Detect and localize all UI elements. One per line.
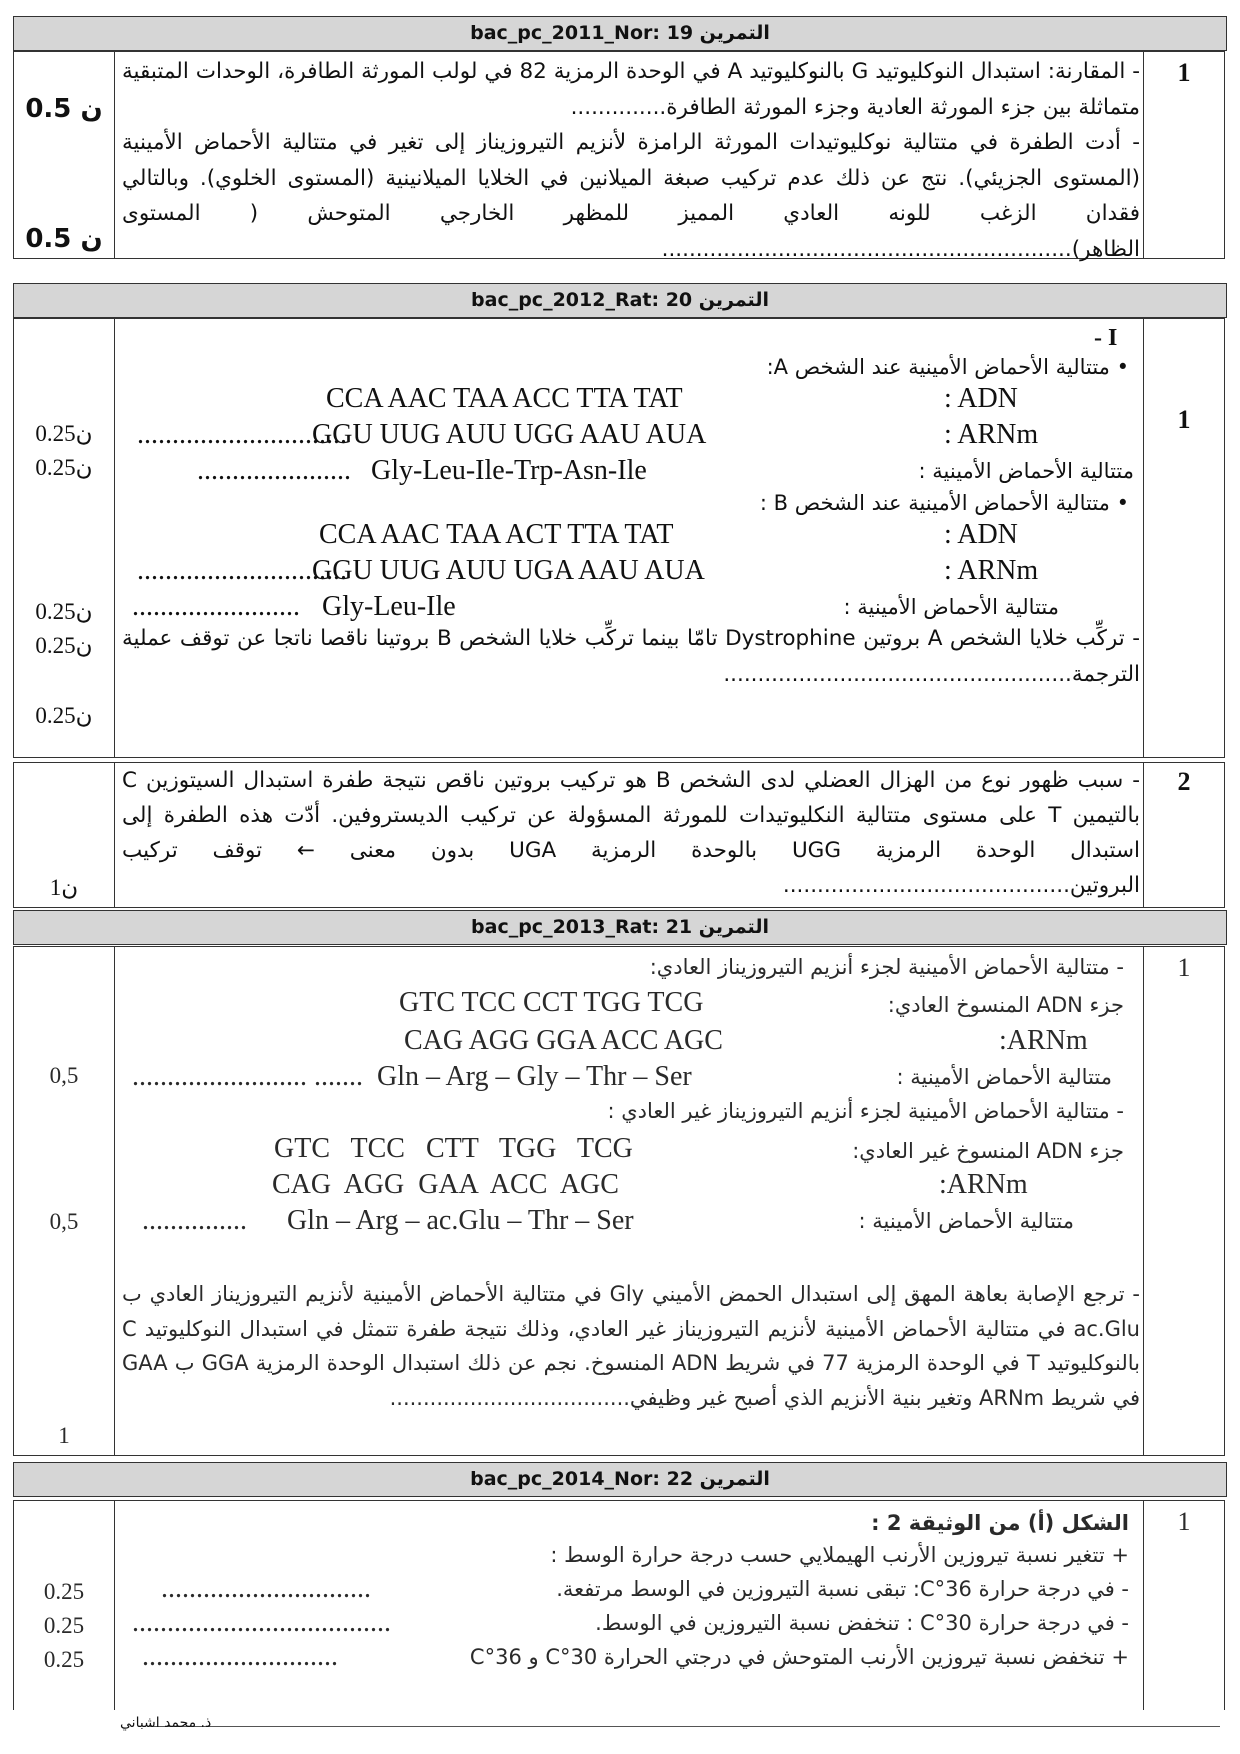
score: 1 <box>58 1423 70 1448</box>
line: - في درجة حرارة 36°C: تبقى نسبة التيروزين في الوسط مرتفعة. <box>556 1577 1129 1601</box>
line: + تنخفض نسبة تيروزين الأرنب المتوحش في درجتي الحرارة 30°C و 36°C <box>469 1645 1129 1669</box>
amino-acid-label: متتالية الأحماض الأمينية : <box>858 1209 1074 1233</box>
exercise-block-21 <box>13 946 1225 1456</box>
adn-label: : ADN <box>944 519 1018 550</box>
amino-acid-sequence-a: Gly-Leu-Ile-Trp-Asn-Ile <box>371 455 647 486</box>
dots: ......................... ....... <box>132 1061 363 1092</box>
normal-title: - متتالية الأحماض الأمينية لجزء أنزيم التيروزيناز العادي: <box>649 955 1124 979</box>
dots: ..................................... <box>132 1607 391 1638</box>
score-column <box>14 947 115 1455</box>
score-column <box>14 319 115 757</box>
normal-amino-acid-sequence: Gln – Arg – Gly – Thr – Ser <box>377 1061 692 1092</box>
dots: .............................. <box>137 555 347 586</box>
arnm-label: : ARNm <box>944 419 1039 450</box>
person-a-title: • متتالية الأحماض الأمينية عند الشخص A: <box>766 355 1129 379</box>
exercise-header-19: التمرين 19 :bac_pc_2011_Nor <box>13 16 1227 51</box>
exercise-header-20: التمرين 20 :bac_pc_2012_Rat <box>13 283 1227 318</box>
dots: .............................. <box>137 419 347 450</box>
line: + تتغير نسبة تيروزين الأرنب الهيملايي حسب درجة حرارة الوسط : <box>550 1543 1129 1567</box>
score: 0.5 ن <box>25 94 103 124</box>
exercise-header-21: التمرين 21 :bac_pc_2013_Rat <box>13 910 1227 945</box>
amino-acid-label: متتالية الأحماض الأمينية : <box>896 1065 1112 1089</box>
adn-sequence-b: CCA AAC TAA ACT TTA TAT <box>319 519 674 550</box>
score: 0.25 <box>43 1613 85 1638</box>
abnormal-arnm-sequence: CAG AGG GAA ACC AGC <box>272 1169 619 1200</box>
exercise-header-22: التمرين 22 :bac_pc_2014_Nor <box>13 1462 1227 1497</box>
score: 0.25 <box>43 1647 85 1672</box>
score: 0.5 ن <box>25 224 103 254</box>
person-b-title: • متتالية الأحماض الأمينية عند الشخص B : <box>759 491 1129 515</box>
footer-author: ذ. محمد اشباني <box>120 1715 212 1731</box>
abnormal-adn-sequence: GTC TCC CTT TGG TCG <box>274 1133 633 1164</box>
arnm-sequence-b: GGU UUG AUU UGA AAU AUA <box>312 555 705 586</box>
adn-sequence-a: CCA AAC TAA ACC TTA TAT <box>326 383 683 414</box>
score-column <box>14 1501 115 1710</box>
amino-acid-label: متتالية الأحماض الأمينية : <box>843 595 1059 619</box>
arnm-label: : ARNm <box>944 555 1039 586</box>
dots: .............................. <box>161 1573 371 1604</box>
dots: ............................ <box>142 1641 338 1672</box>
adn-label: : ADN <box>944 383 1018 414</box>
roman-numeral: - I <box>1094 325 1118 351</box>
answer-text <box>122 54 1140 267</box>
question-number: 1 <box>1177 405 1191 434</box>
arnm-label: :ARNm <box>999 1025 1088 1056</box>
answer-text: - سبب ظهور نوع من الهزال العضلي لدى الشخص B هو تركيب بروتين ناقص نتيجة طفرة استبدال السيتوزين C بالتيمين T على مستوى متتالية النكليوتيدات للمورثة المسؤولة عن تركيب الديستروفين. أدّت هذه الطفرة إلى استبدال الوحدة الرمزية UGG بالوحدة الرمزية UGA بدون معنى ← توقف تركيب البروتين.......................................... <box>122 768 1141 898</box>
figure-title: الشكل (أ) من الوثيقة 2 : <box>871 1511 1129 1535</box>
score: 0.25ن <box>35 703 93 728</box>
abnormal-title: - متتالية الأحماض الأمينية لجزء أنزيم التيروزيناز غير العادي : <box>607 1099 1124 1123</box>
score: 0,5 <box>49 1209 79 1234</box>
line: - في درجة حرارة 30°C : تنخفض نسبة التيروزين في الوسط. <box>595 1611 1129 1635</box>
score: 0.25ن <box>35 633 93 658</box>
number-column <box>1143 319 1224 757</box>
dots: ...................... <box>197 455 351 486</box>
number-column <box>1143 947 1224 1455</box>
normal-adn-label: جزء ADN المنسوخ العادي: <box>887 993 1124 1017</box>
question-number: 2 <box>1177 767 1191 796</box>
exercise-block-19 <box>13 51 1225 262</box>
amino-acid-sequence-b: Gly-Leu-Ile <box>322 591 456 622</box>
normal-adn-sequence: GTC TCC CCT TGG TCG <box>399 987 704 1018</box>
conclusion: - ترجع الإصابة بعاهة المهق إلى استبدال الحمض الأميني Gly في متتالية الأحماض الأمينية لأنزيم التيروزيناز العادي ب ac.Glu في متتالية الأحماض الأمينية لأنزيم التيروزيناز غير العادي، وذلك نتيجة طفرة تتمثل في استبدال النوكليوتيد C بالنوكليوتيد T في الوحدة الرمزية 77 في شريط ADN المنسوخ. نجم عن ذلك استبدال الوحدة الرمزية GGA ب GAA في شريط ARNm وتغير بنية الأنزيم الذي أصبح غير وظيفي.................................... <box>122 1282 1141 1410</box>
footer-line <box>150 1726 1220 1727</box>
paragraph: - أدت الطفرة في متتالية نوكليوتيدات المورثة الرامزة لأنزيم التيروزيناز إلى تغير في متتالية الأحماض الأمينية (المستوى الجزيئي). نتج عن ذلك عدم تركيب صبغة الميلانين في الخلايا الميلانينية (المستوى الخلوي). وبالتالي فقدان الزغب للونه العادي المميز للمظهر الخارجي المتوحش ( المستوى الظاهر)............................................................ <box>122 130 1140 262</box>
dots: ........................ <box>132 591 300 622</box>
score: 0,5 <box>49 1063 79 1088</box>
dots: ............... <box>142 1205 247 1236</box>
normal-arnm-sequence: CAG AGG GGA ACC AGC <box>404 1025 723 1056</box>
score: 1ن <box>49 875 79 900</box>
score: 0.25ن <box>35 455 93 480</box>
exercise-block-20-q1 <box>13 318 1225 758</box>
abnormal-amino-acid-sequence: Gln – Arg – ac.Glu – Thr – Ser <box>287 1205 634 1236</box>
score: 0.25ن <box>35 599 93 624</box>
question-number: 1 <box>1177 58 1191 87</box>
amino-acid-label: متتالية الأحماض الأمينية : <box>918 459 1134 483</box>
exercise-block-22 <box>13 1500 1225 1710</box>
conclusion: - تركِّب خلايا الشخص A بروتين Dystrophine تامّا بينما تركِّب خلايا الشخص B بروتينا ناقصا ناتجا عن توقف عملية الترجمة................................................... <box>122 626 1140 687</box>
arnm-label: :ARNm <box>939 1169 1028 1200</box>
score: 0.25 <box>43 1579 85 1604</box>
score: 0.25ن <box>35 421 93 446</box>
abnormal-adn-label: جزء ADN المنسوخ غير العادي: <box>852 1139 1124 1163</box>
exercise-block-20-q2 <box>13 762 1225 908</box>
question-number: 1 <box>1177 1507 1191 1536</box>
question-number: 1 <box>1177 953 1191 982</box>
paragraph: - المقارنة: استبدال النوكليوتيد G بالنوكليوتيد A في الوحدة الرمزية 82 في لولب المورثة الطافرة، الوحدات المتبقية متماثلة بين جزء المورثة العادية وجزء المورثة الطافرة.............. <box>122 59 1141 120</box>
arnm-sequence-a: GGU UUG AUU UGG AAU AUA <box>312 419 707 450</box>
